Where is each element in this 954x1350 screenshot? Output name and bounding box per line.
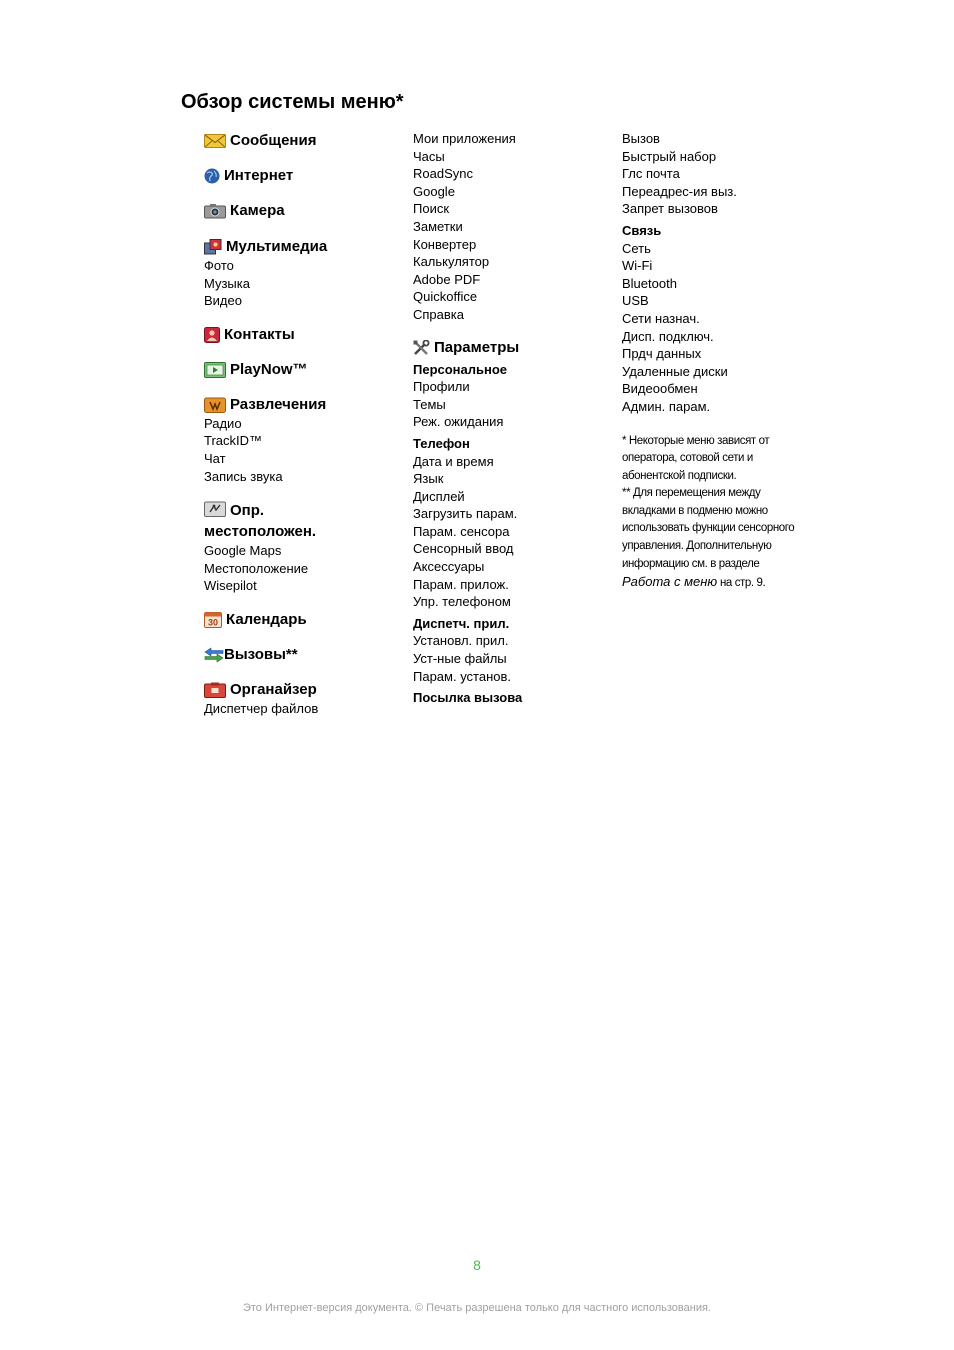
list-item[interactable]: Быстрый набор (622, 148, 717, 164)
menu-settings: Параметры (413, 338, 613, 358)
list-item[interactable]: Реж. ожидания (413, 414, 504, 430)
calendar-icon (204, 612, 222, 628)
menu-location: Опр. местоположен. (204, 502, 317, 541)
list-item[interactable]: Google (413, 183, 455, 199)
list-item[interactable]: Вызов (622, 131, 660, 146)
list-item[interactable]: Дата и время (413, 453, 494, 469)
globe-icon (204, 168, 220, 184)
menu-playnow: PlayNow™ (204, 360, 394, 380)
submenu-heading: Посылка вызова (413, 690, 523, 706)
list-item[interactable]: Wi-Fi (622, 258, 653, 274)
list-item[interactable]: Чат (204, 450, 226, 466)
settings-icon (413, 340, 430, 356)
list-item[interactable]: Прдч данных (622, 346, 702, 362)
list-item[interactable]: Часы (413, 148, 445, 164)
list-item[interactable]: Переадрес-ия выз. (622, 183, 737, 199)
page-number: 8 (473, 1257, 481, 1273)
list-item[interactable]: Bluetooth (622, 275, 677, 291)
submenu-heading: Персональное (413, 361, 508, 377)
menu-calendar: 30 Календарь (204, 610, 394, 630)
submenu-heading: Связь (622, 222, 662, 238)
list-item[interactable]: RoadSync (413, 166, 473, 182)
menu-messages: Сообщения (204, 131, 394, 151)
list-item[interactable]: Админ. парам. (622, 398, 711, 414)
list-item[interactable]: Местоположение (204, 560, 309, 576)
list-item[interactable]: Диспетчер файлов (204, 700, 319, 716)
list-item[interactable]: Парам. установ. (413, 668, 512, 684)
list-item[interactable]: Музыка (204, 275, 250, 291)
list-item[interactable]: Сети назнач. (622, 310, 700, 326)
list-item[interactable]: Установл. прил. (413, 633, 509, 649)
envelope-icon (204, 133, 226, 149)
footnote: * Некоторые меню зависят от оператора, сотовой сети и абонентской подписки. ** Для перемещения между вкладками в подменю можно использовать функции сенсорного управления. Дополнительную информацию см. в разделе Работа с меню на стр. 9. (622, 434, 795, 590)
location-icon (204, 501, 226, 517)
list-item[interactable]: Сенсорный ввод (413, 541, 514, 557)
list-item[interactable]: Радио (204, 415, 242, 431)
footer-note: Это Интернет-версия документа. © Печать разрешена только для частного использования. (242, 1302, 711, 1314)
list-item[interactable]: Wisepilot (204, 578, 257, 594)
multimedia-icon (204, 239, 222, 255)
menu-column-2 (413, 130, 613, 707)
camera-icon (204, 203, 226, 219)
menu-calls: Вызовы** (204, 645, 394, 665)
submenu-heading: Телефон (413, 435, 470, 451)
menu-column-3 (622, 130, 812, 593)
list-item[interactable]: Мои приложения (413, 131, 516, 146)
list-item[interactable]: Парам. прилож. (413, 576, 509, 592)
list-item[interactable]: Глс почта (622, 166, 680, 182)
list-item[interactable]: Поиск (413, 201, 450, 217)
list-item[interactable]: Упр. телефоном (413, 594, 511, 610)
menu-camera: Камера (204, 201, 394, 221)
list-item[interactable]: Google Maps (204, 543, 282, 559)
list-item[interactable]: Темы (413, 396, 446, 412)
list-item[interactable]: Сеть (622, 240, 651, 256)
list-item[interactable]: Калькулятор (413, 254, 490, 270)
list-item[interactable]: Фото (204, 258, 234, 273)
list-item[interactable]: Конвертер (413, 236, 477, 252)
list-item[interactable]: Quickoffice (413, 289, 478, 305)
list-item[interactable]: Парам. сенсора (413, 523, 510, 539)
list-item[interactable]: Дисп. подключ. (622, 328, 714, 344)
submenu-heading: Диспетч. прил. (413, 615, 510, 631)
menu-multimedia: Мультимедиа (204, 237, 394, 257)
list-item[interactable]: Заметки (413, 218, 463, 234)
list-item[interactable]: Аксессуары (413, 559, 485, 575)
list-item[interactable]: TrackID™ (204, 433, 263, 449)
contacts-icon (204, 327, 220, 343)
entertainment-icon (204, 397, 226, 413)
list-item[interactable]: Видеообмен (622, 381, 698, 397)
list-item[interactable]: USB (622, 293, 649, 309)
list-item[interactable]: Загрузить парам. (413, 506, 518, 522)
list-item[interactable]: Adobe PDF (413, 271, 481, 287)
menu-organizer: Органайзер (204, 680, 394, 700)
list-item[interactable]: Видео (204, 293, 242, 309)
list-item[interactable]: Справка (413, 306, 464, 322)
list-item[interactable]: Язык (413, 471, 444, 487)
menu-contacts: Контакты (204, 325, 394, 345)
svg-text:30: 30 (207, 617, 219, 628)
list-item[interactable]: Дисплей (413, 488, 465, 504)
list-item[interactable]: Запрет вызовов (622, 201, 718, 217)
playnow-icon (204, 362, 226, 378)
page-title: Обзор системы меню* (181, 91, 404, 113)
menu-column-1 (204, 130, 394, 718)
menu-internet: Интернет (204, 166, 394, 186)
cross-reference-link[interactable]: Работа с меню (622, 574, 718, 590)
organizer-icon (204, 682, 226, 698)
list-item[interactable]: Удаленные диски (622, 363, 728, 379)
calls-icon (204, 647, 224, 663)
list-item[interactable]: Уст-ные файлы (413, 651, 507, 667)
list-item[interactable]: Профили (413, 379, 470, 395)
menu-entertainment: Развлечения (204, 395, 394, 415)
list-item[interactable]: Запись звука (204, 468, 283, 484)
